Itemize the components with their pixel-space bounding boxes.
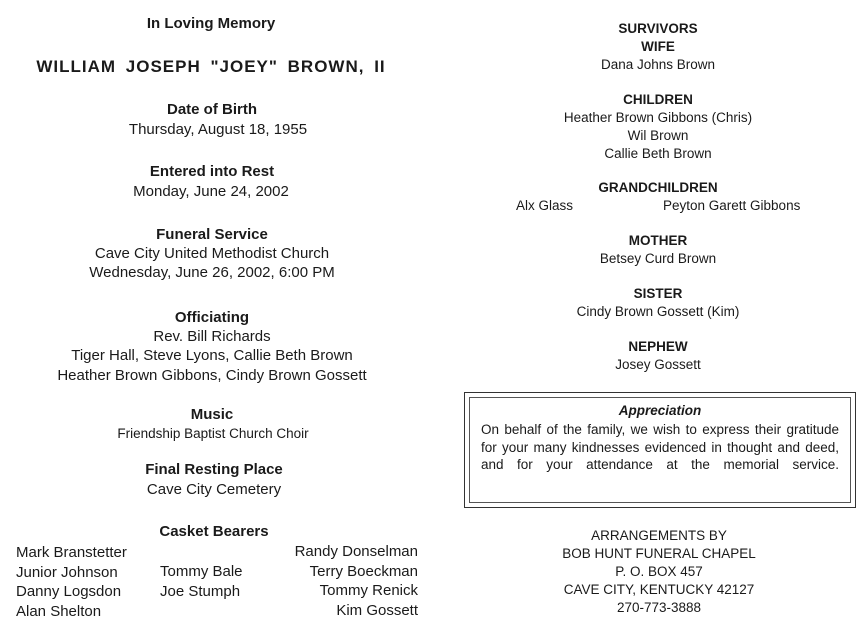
deceased-name: WILLIAM JOSEPH "JOEY" BROWN, II	[36, 57, 386, 76]
music-value: Friendship Baptist Church Choir	[117, 426, 309, 441]
casket-bearer: Tommy Bale	[160, 563, 243, 580]
officiating-line-2: Tiger Hall, Steve Lyons, Callie Beth Brown	[71, 347, 353, 364]
casket-bearers-heading: Casket Bearers	[159, 523, 269, 540]
funeral-service-datetime: Wednesday, June 26, 2002, 6:00 PM	[89, 264, 335, 281]
casket-bearer: Terry Boeckman	[309, 562, 418, 580]
officiating-heading: Officiating	[174, 309, 250, 326]
grandchild-name: Alx Glass	[516, 198, 574, 213]
date-of-birth-value: Thursday, August 18, 1955	[128, 121, 308, 138]
final-resting-place-heading: Final Resting Place	[145, 461, 283, 478]
casket-bearer: Alan Shelton	[16, 602, 102, 620]
sister-name: Cindy Brown Gossett (Kim)	[576, 304, 740, 319]
funeral-home-name: BOB HUNT FUNERAL CHAPEL	[562, 546, 756, 561]
music-heading: Music	[190, 406, 234, 423]
appreciation-text: On behalf of the family, we wish to express their gratitude for your many kindnesses evidenced in thought and deed, and for your attendance at the memorial service.	[481, 422, 839, 472]
nephew-name: Josey Gossett	[615, 357, 701, 372]
final-resting-place-value: Cave City Cemetery	[146, 481, 282, 498]
casket-bearer: Junior Johnson	[16, 563, 118, 581]
casket-bearer: Tommy Renick	[319, 582, 418, 599]
casket-bearer: Randy Donselman	[294, 543, 418, 560]
funeral-home-city: CAVE CITY, KENTUCKY 42127	[563, 582, 755, 597]
in-loving-memory-heading: In Loving Memory	[146, 15, 276, 32]
casket-bearers-col-3	[278, 542, 418, 620]
entered-into-rest-value: Monday, June 24, 2002	[133, 183, 289, 200]
mother-heading: MOTHER	[628, 233, 688, 248]
child-name: Heather Brown Gibbons (Chris)	[563, 110, 753, 125]
casket-bearer: Mark Branstetter	[16, 544, 127, 561]
grandchild-name: Peyton Garett Gibbons	[663, 198, 801, 213]
entered-into-rest-heading: Entered into Rest	[149, 163, 275, 180]
grandchildren-heading: GRANDCHILDREN	[598, 180, 718, 195]
funeral-service-church: Cave City United Methodist Church	[94, 245, 330, 262]
funeral-home-phone: 270-773-3888	[616, 600, 702, 615]
wife-name: Dana Johns Brown	[600, 57, 716, 72]
casket-bearers-col-2	[160, 562, 243, 601]
child-name: Callie Beth Brown	[604, 146, 712, 161]
survivors-heading: SURVIVORS	[618, 21, 698, 36]
casket-bearer: Joe Stumph	[160, 582, 241, 600]
sister-heading: SISTER	[633, 286, 683, 301]
casket-bearer: Kim Gossett	[336, 601, 418, 619]
officiating-line-3: Heather Brown Gibbons, Cindy Brown Gossett	[57, 367, 367, 384]
funeral-service-heading: Funeral Service	[156, 226, 268, 243]
casket-bearer: Danny Logsdon	[16, 583, 122, 600]
officiating-line-1: Rev. Bill Richards	[153, 328, 271, 345]
arrangements-by: ARRANGEMENTS BY	[591, 528, 727, 543]
mother-name: Betsey Curd Brown	[599, 251, 717, 266]
funeral-home-po-box: P. O. BOX 457	[615, 564, 703, 579]
wife-heading: WIFE	[641, 39, 675, 54]
children-heading: CHILDREN	[623, 92, 693, 107]
nephew-heading: NEPHEW	[628, 339, 688, 354]
casket-bearers-col-1	[16, 543, 127, 621]
date-of-birth-heading: Date of Birth	[167, 101, 257, 118]
appreciation-heading: Appreciation	[618, 403, 702, 418]
child-name: Wil Brown	[627, 128, 689, 143]
